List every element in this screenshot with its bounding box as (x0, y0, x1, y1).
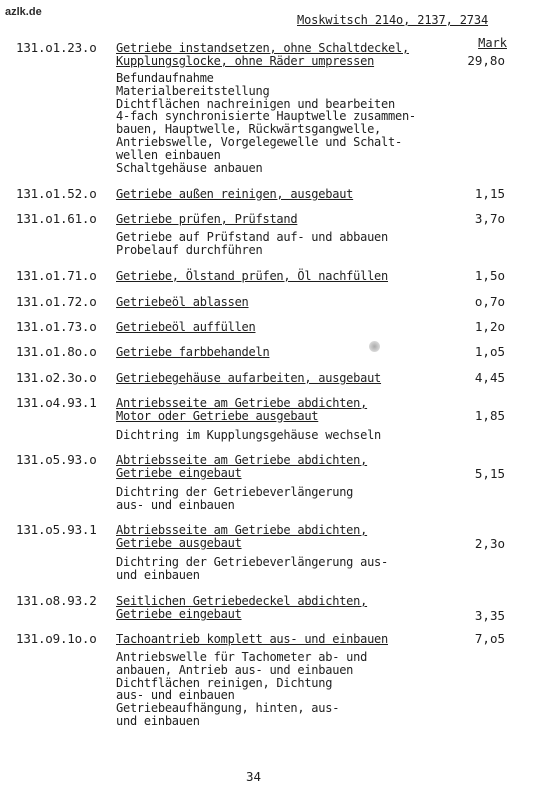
detail-line: Dichtflächen reinigen, Dichtung (116, 675, 333, 690)
operation-value: 29,8o (467, 53, 505, 68)
operation-code: 131.o2.3o.o (16, 370, 97, 385)
detail-line: und einbauen (116, 567, 200, 582)
detail-line: Schaltgehäuse anbauen (116, 160, 263, 175)
operation-title: Getriebe eingebaut (116, 607, 242, 621)
scan-speck (369, 341, 380, 352)
operation-title: Getriebe instandsetzen, ohne Schaltdeckel, (116, 41, 409, 55)
operation-title: Getriebe, Ölstand prüfen, Öl nachfüllen (116, 269, 389, 283)
operation-title: Getriebe eingebaut (116, 466, 242, 480)
operation-code: 131.o8.93.2 (16, 593, 97, 608)
operation-code: 131.o1.52.o (16, 186, 97, 201)
detail-line: Dichtflächen nachreinigen und bearbeiten (116, 96, 395, 111)
operation-code: 131.o1.73.o (16, 319, 97, 334)
operation-title: Abtriebsseite am Getriebe abdichten, (116, 453, 368, 467)
operation-value: 1,2o (474, 319, 505, 334)
detail-line: aus- und einbauen (116, 497, 235, 512)
operation-code: 131.o5.93.o (16, 452, 97, 467)
operation-title: Getriebe prüfen, Prüfstand (116, 212, 298, 226)
operation-title: Getriebe farbbehandeln (116, 345, 270, 359)
operation-title: Motor oder Getriebe ausgebaut (116, 409, 319, 423)
detail-line: Probelauf durchführen (116, 242, 263, 257)
operation-title: Seitlichen Getriebedeckel abdichten, (116, 594, 368, 608)
detail-line: Befundaufnahme (116, 71, 214, 85)
operation-value: 1,15 (474, 186, 505, 201)
detail-line: Getriebe auf Prüfstand auf- und abbauen (116, 230, 389, 244)
detail-line: 4-fach synchronisierte Hauptwelle zusammen- (116, 109, 416, 124)
detail-line: aus- und einbauen (116, 688, 235, 703)
detail-line: bauen, Hauptwelle, Rückwärtsgangwelle, (116, 122, 382, 137)
operation-details (116, 651, 367, 728)
operation-value: 3,7o (474, 211, 505, 226)
operation-value: 1,5o (474, 268, 505, 283)
operation-value: 1,85 (474, 408, 505, 423)
operation-title: Kupplungsglocke, ohne Räder umpressen (116, 54, 375, 68)
operation-value: o,7o (474, 294, 505, 309)
operation-code: 131.o5.93.1 (16, 522, 97, 537)
detail-line: wellen einbauen (116, 147, 221, 162)
detail-line: anbauen, Antrieb aus- und einbauen (116, 662, 354, 677)
operation-code: 131.o4.93.1 (16, 395, 97, 410)
operation-code: 131.o1.8o.o (16, 344, 97, 359)
detail-line: Dichtring der Getriebeverlängerung (116, 485, 354, 499)
operation-code: 131.o1.71.o (16, 268, 97, 283)
detail-line: Dichtring der Getriebeverlängerung aus- (116, 555, 389, 569)
detail-line: Antriebswelle, Vorgelegewelle und Schalt- (116, 134, 402, 149)
operation-title: Getriebe außen reinigen, ausgebaut (116, 187, 354, 201)
operation-value: 3,35 (474, 608, 505, 623)
operation-title: Getriebegehäuse aufarbeiten, ausgebaut (116, 371, 382, 385)
operation-details (116, 429, 381, 442)
operation-code: 131.o1.23.o (16, 40, 97, 55)
detail-line: Getriebeaufhängung, hinten, aus- (116, 701, 340, 716)
detail-line: und einbauen (116, 713, 200, 728)
detail-line: Antriebswelle für Tachometer ab- und (116, 650, 368, 664)
operation-title: Getriebeöl ablassen (116, 295, 249, 309)
detail-line: Dichtring im Kupplungsgehäuse wechseln (116, 428, 382, 442)
detail-line: Materialbereitstellung (116, 83, 270, 98)
operation-value: 5,15 (474, 466, 505, 481)
operation-title: Abtriebsseite am Getriebe abdichten, (116, 523, 368, 537)
operation-code: 131.o1.72.o (16, 294, 97, 309)
watermark-logo: azlk.de (5, 6, 42, 18)
operation-value: 1,o5 (474, 344, 505, 359)
operation-title: Antriebsseite am Getriebe abdichten, (116, 396, 368, 410)
operation-title: Getriebe ausgebaut (116, 536, 242, 550)
operation-details (116, 556, 388, 582)
operation-code: 131.o9.1o.o (16, 631, 97, 646)
operation-title: Getriebeöl auffüllen (116, 320, 256, 334)
operation-code: 131.o1.61.o (16, 211, 97, 226)
page-number: 34 (246, 769, 262, 784)
operation-details (116, 231, 388, 257)
operation-details (116, 486, 353, 512)
operation-details (116, 72, 416, 174)
column-header-mark: Mark (478, 36, 507, 50)
operation-title: Tachoantrieb komplett aus- und einbauen (116, 632, 389, 646)
operation-value: 7,o5 (474, 631, 505, 646)
document-header: Moskwitsch 214o, 2137, 2734 (297, 13, 489, 27)
operation-value: 2,3o (474, 536, 505, 551)
operation-value: 4,45 (474, 370, 505, 385)
